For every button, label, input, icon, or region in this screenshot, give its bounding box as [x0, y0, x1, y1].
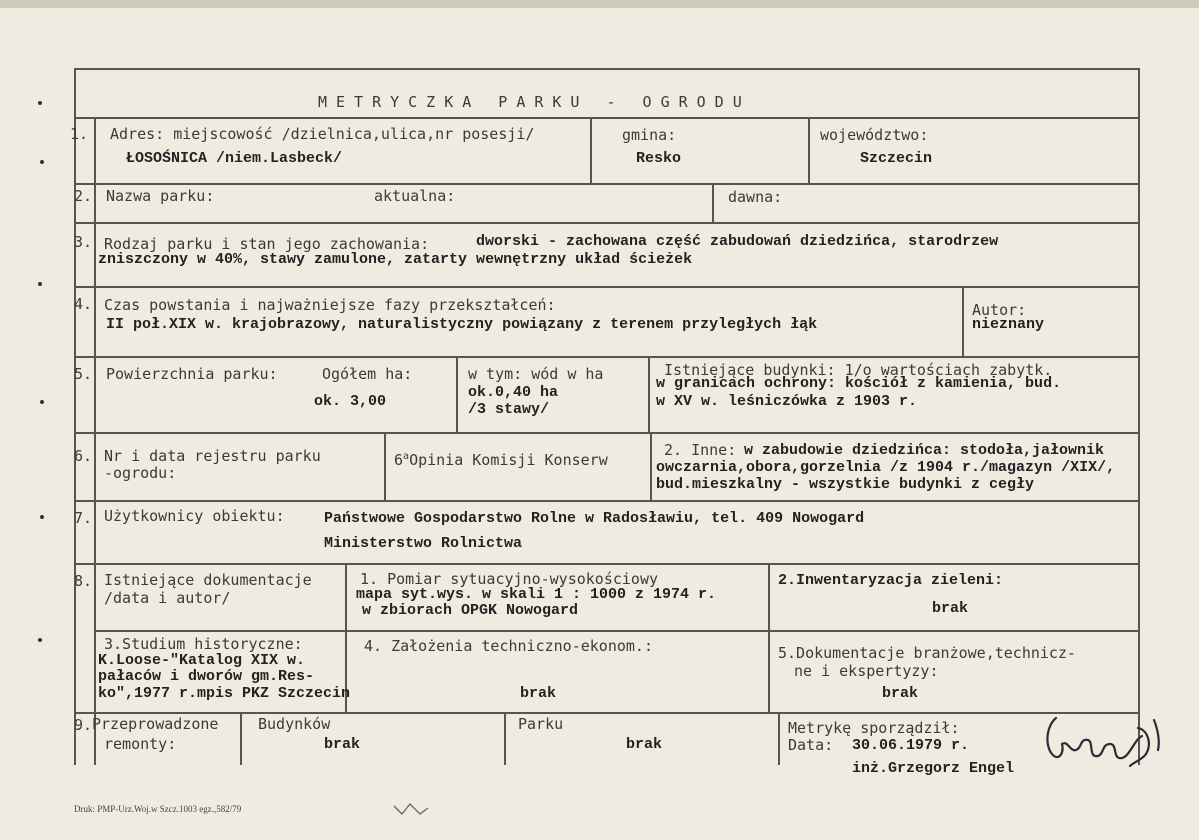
- section-number: 1.: [70, 125, 89, 143]
- margin-dot: [40, 515, 44, 519]
- buildings-value-2: w XV w. leśniczówka z 1903 r.: [656, 393, 918, 410]
- survey-value-2: w zbiorach OPGK Nowogard: [362, 602, 579, 619]
- area-total-label: Ogółem ha:: [322, 365, 413, 383]
- repairs-park-label: Parku: [518, 715, 564, 733]
- repairs-buildings-label: Budynków: [258, 715, 331, 733]
- address-label: Adres: miejscowość /dzielnica,ulica,nr posesji/: [110, 125, 535, 143]
- survey-value-1: mapa syt.wys. w skali 1 : 1000 z 1974 r.: [356, 586, 717, 603]
- opinion-superscript: a: [403, 451, 410, 462]
- prepared-by-label: Metrykę sporządził:: [788, 719, 960, 737]
- margin-dot: [38, 101, 42, 105]
- print-footer: Druk: PMP-Urz.Woj.w Szcz.1003 egz.,582/79: [74, 804, 242, 814]
- users-label: Użytkownicy obiektu:: [104, 507, 285, 525]
- repairs-buildings-value: brak: [324, 736, 361, 753]
- water-area-label: w tym: wód w ha: [468, 365, 604, 383]
- history-value-2: pałaców i dworów gm.Res-: [98, 668, 315, 685]
- water-area-value-2: /3 stawy/: [468, 401, 550, 418]
- gmina-label: gmina:: [622, 126, 677, 144]
- date-value: 30.06.1979 r.: [852, 737, 970, 754]
- section-number: 5.: [74, 365, 93, 383]
- opinion-label: [394, 448, 608, 469]
- area-total-value: ok. 3,00: [314, 393, 387, 410]
- branch-docs-value: brak: [882, 685, 919, 702]
- buildings-value-1: w granicach ochrony: kościół z kamienia, bud.: [656, 375, 1062, 392]
- documentation-label-2: /data i autor/: [104, 589, 231, 607]
- section-number: 3.: [74, 233, 93, 251]
- date-label: Data:: [788, 736, 834, 754]
- section-number: 4.: [74, 295, 93, 313]
- origin-value: II poł.XIX w. krajobrazowy, naturalistyczny powiązany z terenem przyległych łąk: [106, 316, 818, 333]
- users-value-2: Ministerstwo Rolnictwa: [324, 535, 523, 552]
- author-value: nieznany: [972, 316, 1045, 333]
- opinion-number: 6: [394, 451, 404, 469]
- margin-dot: [40, 160, 44, 164]
- section-number: 6.: [74, 447, 93, 465]
- voivodeship-label: województwo:: [820, 126, 929, 144]
- section-number: 2.: [74, 187, 93, 205]
- park-type-value-2: zniszczony w 40%, stawy zamulone, zatarty wewnętrzny układ ścieżek: [98, 251, 693, 268]
- pencil-mark: [392, 800, 432, 820]
- repairs-label-2: remonty:: [104, 735, 177, 753]
- park-type-value-1: dworski - zachowana część zabudowań dziedzińca, starodrzew: [476, 233, 999, 250]
- other-value-1: w zabudowie dziedzińca: stodoła,jałownik: [744, 442, 1105, 459]
- form-title: METRYCZKA PARKU - OGRODU: [318, 93, 751, 111]
- other-value-3: bud.mieszkalny - wszystkie budynki z cegły: [656, 476, 1035, 493]
- greenery-value: brak: [932, 600, 969, 617]
- branch-docs-label-2: ne i ekspertyzy:: [794, 662, 939, 680]
- park-name-label: Nazwa parku:: [106, 187, 215, 205]
- water-area-value-1: ok.0,40 ha: [468, 384, 559, 401]
- branch-docs-label-1: 5.Dokumentacje branżowe,technicz-: [778, 644, 1077, 662]
- scan-top-edge: [0, 0, 1199, 8]
- tech-label: 4. Założenia techniczno-ekonom.:: [364, 637, 653, 655]
- signature: [1038, 700, 1168, 770]
- park-type-label: Rodzaj parku i stan jego zachowania:: [104, 235, 430, 253]
- history-value-3: ko",1977 r.mpis PKZ Szczecin: [98, 685, 351, 702]
- tech-value: brak: [520, 685, 557, 702]
- author-label: Autor:: [972, 301, 1027, 319]
- greenery-label: 2.Inwentaryzacja zieleni:: [778, 572, 1004, 589]
- other-value-2: owczarnia,obora,gorzelnia /z 1904 r./magazyn /XIX/,: [656, 459, 1116, 476]
- survey-label: 1. Pomiar sytuacyjno-wysokościowy: [360, 570, 659, 588]
- history-label: 3.Studium historyczne:: [104, 635, 303, 653]
- section-number: 8.: [74, 572, 93, 590]
- registry-label-1: Nr i data rejestru parku: [104, 447, 321, 465]
- history-value-1: K.Loose-"Katalog XIX w.: [98, 652, 306, 669]
- registry-label-2: -ogrodu:: [104, 464, 177, 482]
- section-number: 7.: [74, 509, 93, 527]
- gmina-value: Resko: [636, 150, 682, 167]
- address-value: ŁOSOŚNICA /niem.Lasbeck/: [126, 150, 343, 167]
- users-value-1: Państwowe Gospodarstwo Rolne w Radosławiu, tel. 409 Nowogard: [324, 510, 865, 527]
- margin-dot: [40, 400, 44, 404]
- other-label: 2. Inne:: [664, 441, 737, 459]
- voivodeship-value: Szczecin: [860, 150, 933, 167]
- opinion-text: Opinia Komisji Konserw: [409, 451, 608, 469]
- documentation-label-1: Istniejące dokumentacje: [104, 571, 312, 589]
- park-name-former-label: dawna:: [728, 188, 783, 206]
- buildings-label: Istniejące budynki: 1/o wartościach zabytk.: [664, 361, 1053, 379]
- margin-dot: [38, 282, 42, 286]
- section-number: 9.: [74, 716, 93, 734]
- margin-dot: [38, 638, 42, 642]
- prepared-by-name: inż.Grzegorz Engel: [852, 760, 1015, 777]
- repairs-park-value: brak: [626, 736, 663, 753]
- park-name-current-label: aktualna:: [374, 187, 456, 205]
- origin-label: Czas powstania i najważniejsze fazy przekształceń:: [104, 296, 556, 314]
- repairs-label-1: Przeprowadzone: [92, 715, 219, 733]
- area-label: Powierzchnia parku:: [106, 365, 278, 383]
